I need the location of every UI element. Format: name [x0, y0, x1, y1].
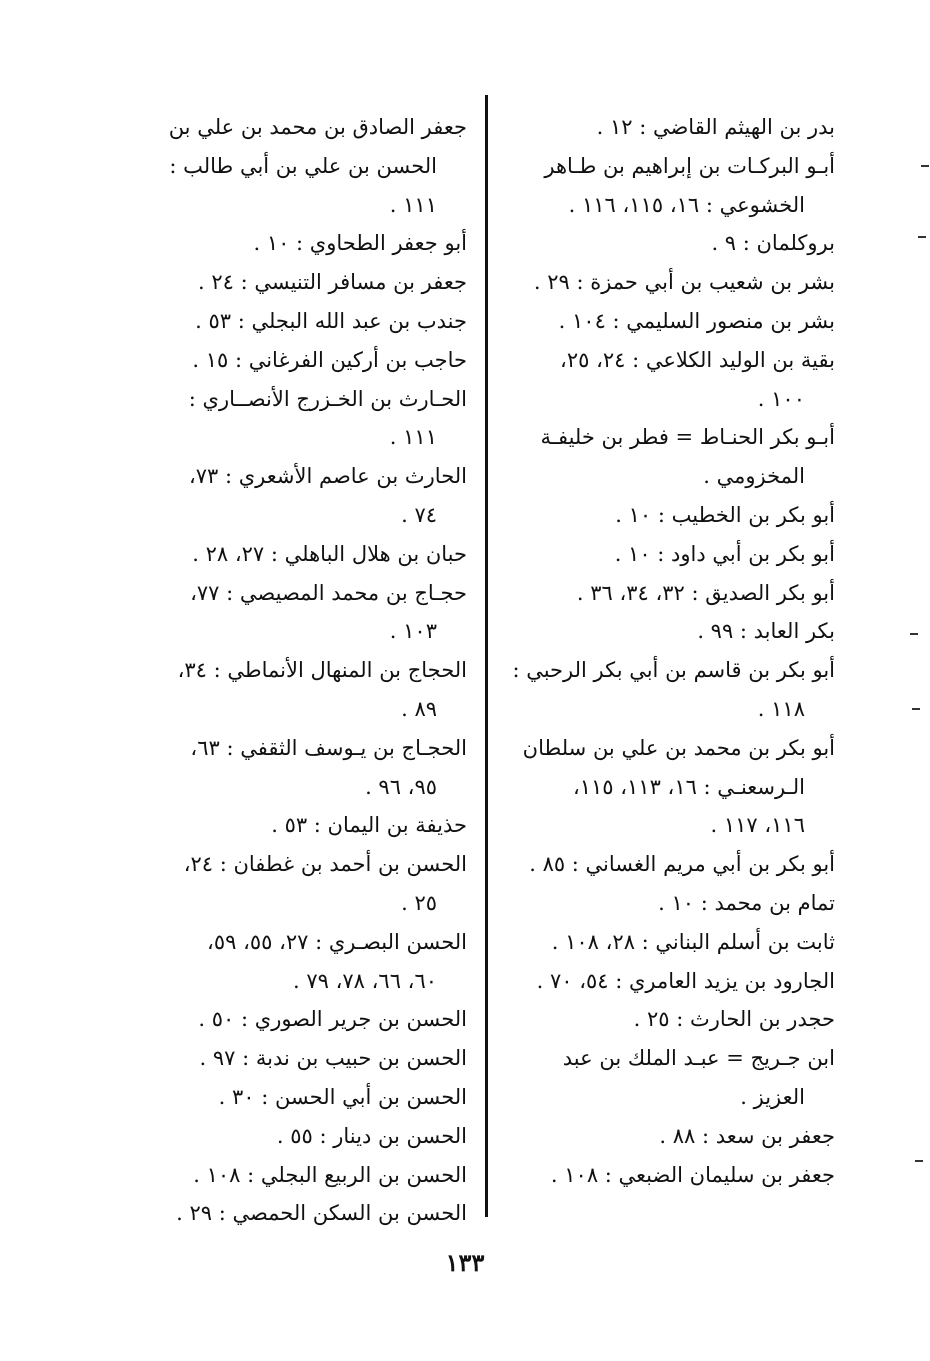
index-entry-line: جعفر بن سعد : ٨٨ .: [659, 1123, 835, 1148]
index-entry-line: الجارود بن يزيد العامري : ٥٤، ٧٠ .: [536, 968, 835, 993]
index-entry-line: بكر العابد : ٩٩ .: [697, 619, 835, 644]
index-entry-line: جعفر بن سليمان الضبعي : ١٠٨ .: [550, 1162, 835, 1187]
margin-mark: [915, 1160, 923, 1162]
index-entry-line: أبو بكر بن أبي مريم الغساني : ٨٥ .: [529, 852, 835, 877]
index-entry-line: الحجاج بن المنهال الأنماطي : ٣٤،: [177, 658, 467, 683]
index-entry-line: الـرسعنـي : ١٦، ١١٣، ١١٥،: [572, 774, 805, 799]
index-entry-line: الحسن بن دينار : ٥٥ .: [276, 1123, 467, 1148]
index-entry-line: جعفر الصادق بن محمد بن علي بن: [168, 115, 467, 139]
index-entry-line: أبـو البركـات بن إبراهيم بن طـاهر: [544, 153, 835, 178]
index-column-right: [500, 108, 835, 1194]
index-entry-line: جندب بن عبد الله البجلي : ٥٣ .: [195, 308, 467, 333]
margin-mark: [912, 708, 920, 710]
index-entry-line: أبـو بكر الحنـاط = فطر بن خليفـة: [540, 425, 835, 450]
index-entry-line: الحجـاج بن يـوسف الثقفي : ٦٣،: [190, 735, 467, 760]
index-entry-line: بشر بن منصور السليمي : ١٠٤ .: [558, 308, 835, 333]
index-entry-line: ١١١ .: [389, 425, 437, 450]
index-entry-line: ابن جـريج = عبـد الملك بن عبد: [562, 1046, 835, 1071]
index-entry-line: أبو بكر بن محمد بن علي بن سلطان: [522, 735, 835, 760]
index-entry-line: حاجب بن أركين الفرغاني : ١٥ .: [192, 347, 467, 372]
index-column-left: [132, 108, 467, 1233]
index-entry-line: ٢٥ .: [401, 890, 437, 915]
index-entry-line: الحسن بن أحمد بن غطفان : ٢٤،: [183, 852, 467, 877]
index-entry-line: بروكلمان : ٩ .: [711, 231, 835, 256]
index-entry-line: حجـاج بن محمد المصيصي : ٧٧،: [190, 580, 467, 605]
index-entry-line: الحـارث بن الخـزرج الأنصــاري :: [188, 386, 467, 411]
index-entry-line: الحسن بن علي بن أبي طالب :: [169, 153, 437, 178]
index-entry-line: الحسن البصـري : ٢٧، ٥٥، ٥٩،: [207, 929, 467, 954]
index-entry-line: أبو بكر الصديق : ٣٢، ٣٤، ٣٦ .: [576, 580, 835, 605]
index-entry-line: أبو بكر بن الخطيب : ١٠ .: [615, 502, 835, 527]
index-entry-line: الحسن بن أبي الحسن : ٣٠ .: [218, 1084, 467, 1109]
index-entry-line: أبو جعفر الطحاوي : ١٠ .: [253, 231, 467, 256]
index-entry-line: بدر بن الهيثم القاضي : ١٢ .: [596, 115, 835, 139]
index-entry-line: حذيفة بن اليمان : ٥٣ .: [271, 813, 467, 838]
index-entry-line: المخزومي .: [703, 464, 805, 489]
index-entry-line: أبو بكر بن قاسم بن أبي بكر الرحبي :: [512, 658, 835, 683]
margin-mark: [910, 633, 918, 635]
index-entry-line: الحارث بن عاصم الأشعري : ٧٣،: [188, 464, 467, 489]
index-entry-line: ٦٠، ٦٦، ٧٨، ٧٩ .: [293, 968, 437, 993]
index-entry-line: ١١٦، ١١٧ .: [710, 813, 805, 838]
index-entry-line: أبو بكر بن أبي داود : ١٠ .: [614, 541, 835, 566]
index-entry-line: ثابت بن أسلم البناني : ٢٨، ١٠٨ .: [551, 929, 835, 954]
index-entry-line: ١١١ .: [389, 192, 437, 217]
index-entry-line: تمام بن محمد : ١٠ .: [658, 890, 835, 915]
index-entry-line: جعفر بن مسافر التنيسي : ٢٤ .: [197, 270, 467, 295]
index-entry-line: حبان بن هلال الباهلي : ٢٧، ٢٨ .: [192, 541, 467, 566]
index-entry-line: ١٠٠ .: [757, 386, 805, 411]
index-entry-line: ١١٨ .: [757, 696, 805, 721]
index-entry-line: ١٠٣ .: [389, 619, 437, 644]
index-entry-line: الخشوعي : ١٦، ١١٥، ١١٦ .: [568, 192, 805, 217]
index-entry-line: العزيز .: [740, 1084, 805, 1109]
page-number: ١٣٣: [445, 1248, 485, 1277]
index-entry-line: الحسن بن الربيع البجلي : ١٠٨ .: [193, 1162, 467, 1187]
column-divider: [485, 95, 488, 1217]
index-entry-line: الحسن بن السكن الحمصي : ٢٩ .: [176, 1201, 467, 1226]
margin-mark: [918, 236, 926, 238]
index-entry-line: ٨٩ .: [401, 696, 437, 721]
index-entry-line: بشر بن شعيب بن أبي حمزة : ٢٩ .: [533, 270, 835, 295]
index-entry-line: الحسن بن جرير الصوري : ٥٠ .: [198, 1007, 467, 1032]
margin-mark: [921, 165, 929, 167]
index-entry-line: ٧٤ .: [401, 502, 437, 527]
index-entry-line: حجدر بن الحارث : ٢٥ .: [633, 1007, 835, 1032]
index-entry-line: الحسن بن حبيب بن ندبة : ٩٧ .: [199, 1046, 467, 1071]
index-entry-line: بقية بن الوليد الكلاعي : ٢٤، ٢٥،: [560, 347, 835, 372]
index-entry-line: ٩٥، ٩٦ .: [365, 774, 437, 799]
